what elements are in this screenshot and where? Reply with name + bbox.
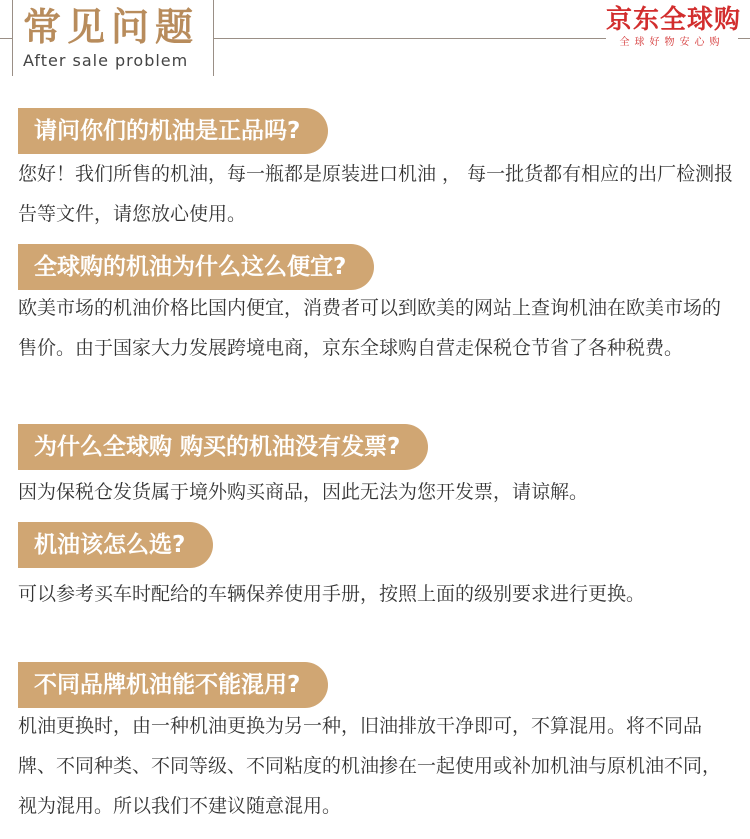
brand-name: 京东全球购: [606, 5, 742, 35]
page-subtitle: After sale problem: [23, 51, 189, 70]
section-title: [12, 0, 214, 76]
page-title: 常见问题: [23, 5, 200, 49]
brand-logo: [606, 4, 742, 50]
faq-answer-3: 因为保税仓发货属于境外购买商品，因此无法为您开发票，请谅解。: [18, 481, 589, 503]
faq-question-3: 为什么全球购 购买的机油没有发票?: [18, 424, 428, 470]
faq-question-1: 请问你们的机油是正品吗?: [18, 108, 328, 154]
faq-question-5: 不同品牌机油能不能混用?: [18, 662, 328, 708]
faq-answer-1: 您好！我们所售的机油，每一瓶都是原装进口机油 ， 每一批货都有相应的出厂检测报告等文件，请您放心使用。: [18, 163, 734, 225]
brand-slogan: 全球好物安心购: [619, 37, 725, 48]
faq-answer-4: 可以参考买车时配给的车辆保养使用手册，按照上面的级别要求进行更换。: [18, 583, 646, 605]
faq-question-4: 机油该怎么选?: [18, 522, 213, 568]
faq-answer-2: 欧美市场的机油价格比国内便宜，消费者可以到欧美的网站上查询机油在欧美市场的售价。由于国家大力发展跨境电商，京东全球购自营走保税仓节省了各种税费。: [18, 297, 722, 359]
faq-question-2: 全球购的机油为什么这么便宜?: [18, 244, 374, 290]
faq-answer-5: 机油更换时，由一种机油更换为另一种，旧油排放干净即可，不算混用。将不同品牌、不同种类、不同等级、不同粘度的机油掺在一起使用或补加机油与原机油不同，视为混用。所以我们不建议随意混用。: [18, 715, 722, 817]
